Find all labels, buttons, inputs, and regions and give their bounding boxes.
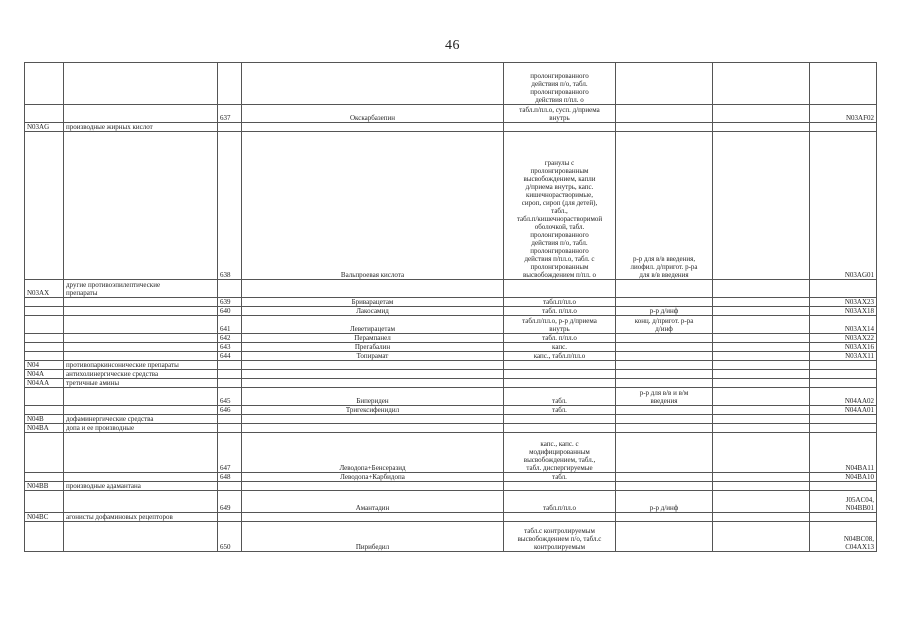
atc-group-code: N04BC: [25, 513, 64, 522]
row-number: 646: [218, 406, 242, 415]
drug-name: Вальпроевая кислота: [242, 132, 504, 280]
drug-name: Топирамат: [242, 352, 504, 361]
dosage-form-injectable: [616, 298, 713, 307]
atc-group-name: [64, 388, 218, 406]
row-number: 640: [218, 307, 242, 316]
dosage-form: табл.: [504, 388, 616, 406]
atc-group-code: [25, 352, 64, 361]
atc-group-name: [64, 316, 218, 334]
table-row: [25, 379, 877, 388]
page-number: 46: [445, 38, 460, 53]
atc-group-name: [64, 307, 218, 316]
dosage-form: табл. п/пл.о: [504, 307, 616, 316]
atc-group-name: антихолинергические средства: [64, 370, 218, 379]
table-row: [25, 482, 877, 491]
atc-code: N03AX14: [810, 316, 877, 334]
atc-group-code: N03AX: [25, 280, 64, 298]
drug-name: [242, 513, 504, 522]
atc-code: N03AX11: [810, 352, 877, 361]
atc-code: N03AF02: [810, 105, 877, 123]
table-row: [25, 473, 877, 482]
dosage-form: табл.п/пл.о: [504, 298, 616, 307]
dosage-form-injectable: [616, 334, 713, 343]
extra-cell: [713, 280, 810, 298]
atc-group-code: [25, 491, 64, 513]
atc-code: [810, 513, 877, 522]
atc-group-code: [25, 522, 64, 552]
atc-group-name: [64, 298, 218, 307]
atc-group-name: [64, 522, 218, 552]
row-number: [218, 482, 242, 491]
drug-name: [242, 415, 504, 424]
table-row: [25, 406, 877, 415]
atc-group-name: [64, 406, 218, 415]
dosage-form: [504, 370, 616, 379]
extra-cell: [713, 379, 810, 388]
extra-cell: [713, 406, 810, 415]
table-row: [25, 123, 877, 132]
row-number: [218, 424, 242, 433]
extra-cell: [713, 491, 810, 513]
atc-group-name: третичные амины: [64, 379, 218, 388]
row-number: 647: [218, 433, 242, 473]
atc-group-name: дофаминергические средства: [64, 415, 218, 424]
dosage-form-injectable: [616, 379, 713, 388]
extra-cell: [713, 415, 810, 424]
dosage-form: [504, 424, 616, 433]
atc-group-code: [25, 132, 64, 280]
dosage-form: табл. п/пл.о: [504, 334, 616, 343]
atc-code: [810, 280, 877, 298]
atc-code: N03AX16: [810, 343, 877, 352]
atc-group-code: N04AA: [25, 379, 64, 388]
drug-name: Леводопа+Карбидопа: [242, 473, 504, 482]
table-row: [25, 433, 877, 473]
table-row: [25, 491, 877, 513]
table-row: [25, 280, 877, 298]
table-row: [25, 424, 877, 433]
atc-group-name: производные адамантана: [64, 482, 218, 491]
atc-group-code: [25, 433, 64, 473]
dosage-form-injectable: конц. д/пригот. р-ра д/инф: [616, 316, 713, 334]
drug-name: Пирибедил: [242, 522, 504, 552]
dosage-form: [504, 280, 616, 298]
row-number: 637: [218, 105, 242, 123]
row-number: 648: [218, 473, 242, 482]
dosage-form: табл.п/пл.о, р-р д/приема внутрь: [504, 316, 616, 334]
table-row: [25, 316, 877, 334]
extra-cell: [713, 370, 810, 379]
drug-name: [242, 482, 504, 491]
drug-name: Окскарбазепин: [242, 105, 504, 123]
extra-cell: [713, 482, 810, 491]
table-row: [25, 105, 877, 123]
atc-group-code: [25, 334, 64, 343]
dosage-form-injectable: [616, 63, 713, 105]
atc-code: N04BC08, C04AX13: [810, 522, 877, 552]
atc-group-name: [64, 334, 218, 343]
dosage-form: табл.: [504, 473, 616, 482]
dosage-form-injectable: [616, 352, 713, 361]
atc-group-code: [25, 307, 64, 316]
atc-code: N03AX23: [810, 298, 877, 307]
atc-group-code: [25, 343, 64, 352]
drug-name: [242, 123, 504, 132]
drug-registry-table: [24, 62, 877, 552]
table-row: [25, 388, 877, 406]
dosage-form-injectable: [616, 433, 713, 473]
dosage-form-injectable: [616, 522, 713, 552]
drug-name: Прегабалин: [242, 343, 504, 352]
table-row: [25, 361, 877, 370]
dosage-form: гранулы с пролонгированным высвобождением, капли д/приема внутрь, капс. кишечнорастворимые, сироп, сироп (для детей), табл., табл.п/кишечнорастворимой оболочкой, табл. пролонгированного действия п/о, табл. пролонгированного действия п/пл.о, табл. с пролонгированным высвобождением п/пл. о: [504, 132, 616, 280]
dosage-form-injectable: [616, 513, 713, 522]
row-number: [218, 415, 242, 424]
drug-name: [242, 379, 504, 388]
table-row: [25, 334, 877, 343]
row-number: 642: [218, 334, 242, 343]
atc-code: J05AC04, N04BB01: [810, 491, 877, 513]
dosage-form: пролонгированного действия п/о, табл. пролонгированного действия п/пл. о: [504, 63, 616, 105]
drug-name: [242, 280, 504, 298]
atc-group-code: [25, 316, 64, 334]
atc-group-code: N04BA: [25, 424, 64, 433]
dosage-form: [504, 513, 616, 522]
dosage-form-injectable: р-р д/инф: [616, 491, 713, 513]
dosage-form: [504, 415, 616, 424]
atc-group-name: производные жирных кислот: [64, 123, 218, 132]
dosage-form-injectable: р-р д/инф: [616, 307, 713, 316]
row-number: 645: [218, 388, 242, 406]
table-row: [25, 132, 877, 280]
dosage-form-injectable: [616, 123, 713, 132]
dosage-form-injectable: [616, 370, 713, 379]
drug-name: Амантадин: [242, 491, 504, 513]
atc-group-code: N04B: [25, 415, 64, 424]
extra-cell: [713, 334, 810, 343]
dosage-form: табл.п/пл.о: [504, 491, 616, 513]
drug-name: Перампанел: [242, 334, 504, 343]
drug-name: [242, 424, 504, 433]
drug-name: Леветирацетам: [242, 316, 504, 334]
dosage-form: табл.: [504, 406, 616, 415]
dosage-form-injectable: [616, 473, 713, 482]
atc-code: [810, 424, 877, 433]
extra-cell: [713, 316, 810, 334]
dosage-form-injectable: [616, 415, 713, 424]
row-number: [218, 370, 242, 379]
atc-code: N04AA01: [810, 406, 877, 415]
row-number: 644: [218, 352, 242, 361]
dosage-form: капс., табл.п/пл.о: [504, 352, 616, 361]
atc-code: [810, 63, 877, 105]
extra-cell: [713, 63, 810, 105]
extra-cell: [713, 307, 810, 316]
atc-code: [810, 370, 877, 379]
dosage-form: капс., капс. с модифицированным высвобождением, табл., табл. диспергируемые: [504, 433, 616, 473]
table-body: [25, 63, 877, 552]
atc-group-name: [64, 132, 218, 280]
atc-code: N04BA10: [810, 473, 877, 482]
extra-cell: [713, 473, 810, 482]
dosage-form-injectable: р-р для в/в и в/м введения: [616, 388, 713, 406]
extra-cell: [713, 105, 810, 123]
atc-group-code: [25, 406, 64, 415]
atc-code: N04AA02: [810, 388, 877, 406]
table-row: [25, 415, 877, 424]
dosage-form: табл.с контролируемым высвобождением п/о, табл.с контролируемым: [504, 522, 616, 552]
extra-cell: [713, 433, 810, 473]
row-number: 643: [218, 343, 242, 352]
row-number: [218, 123, 242, 132]
atc-group-code: [25, 473, 64, 482]
atc-group-name: допа и ее производные: [64, 424, 218, 433]
atc-code: [810, 361, 877, 370]
dosage-form: табл.п/пл.о, сусп. д/приема внутрь: [504, 105, 616, 123]
atc-group-name: [64, 473, 218, 482]
dosage-form-injectable: р-р для в/в введения, лиофил. д/пригот. р-ра для в/в введения: [616, 132, 713, 280]
dosage-form-injectable: [616, 105, 713, 123]
atc-group-code: N04: [25, 361, 64, 370]
atc-group-name: [64, 352, 218, 361]
dosage-form-injectable: [616, 343, 713, 352]
extra-cell: [713, 361, 810, 370]
atc-code: N03AG01: [810, 132, 877, 280]
dosage-form-injectable: [616, 482, 713, 491]
row-number: [218, 513, 242, 522]
dosage-form: [504, 123, 616, 132]
table-row: [25, 513, 877, 522]
atc-code: [810, 379, 877, 388]
drug-name: Лакосамид: [242, 307, 504, 316]
dosage-form-injectable: [616, 424, 713, 433]
atc-group-name: [64, 433, 218, 473]
row-number: 639: [218, 298, 242, 307]
atc-group-code: [25, 63, 64, 105]
extra-cell: [713, 513, 810, 522]
table-row: [25, 522, 877, 552]
dosage-form: [504, 361, 616, 370]
table-row: [25, 370, 877, 379]
row-number: [218, 379, 242, 388]
row-number: [218, 63, 242, 105]
dosage-form: [504, 379, 616, 388]
atc-group-name: [64, 343, 218, 352]
atc-code: [810, 415, 877, 424]
atc-code: [810, 482, 877, 491]
atc-group-code: N03AG: [25, 123, 64, 132]
atc-group-name: [64, 63, 218, 105]
atc-group-code: N04A: [25, 370, 64, 379]
drug-name: [242, 63, 504, 105]
atc-group-name: другие противоэпилептические препараты: [64, 280, 218, 298]
dosage-form-injectable: [616, 361, 713, 370]
dosage-form-injectable: [616, 406, 713, 415]
row-number: 649: [218, 491, 242, 513]
atc-code: [810, 123, 877, 132]
row-number: [218, 280, 242, 298]
atc-code: N04BA11: [810, 433, 877, 473]
extra-cell: [713, 123, 810, 132]
table-row: [25, 352, 877, 361]
row-number: 650: [218, 522, 242, 552]
extra-cell: [713, 343, 810, 352]
extra-cell: [713, 298, 810, 307]
drug-name: Леводопа+Бенсеразид: [242, 433, 504, 473]
drug-name: [242, 370, 504, 379]
row-number: 638: [218, 132, 242, 280]
atc-group-name: [64, 491, 218, 513]
extra-cell: [713, 424, 810, 433]
row-number: 641: [218, 316, 242, 334]
atc-group-name: [64, 105, 218, 123]
row-number: [218, 361, 242, 370]
atc-group-code: N04BB: [25, 482, 64, 491]
atc-group-code: [25, 388, 64, 406]
drug-name: Бриварацетам: [242, 298, 504, 307]
table-row: [25, 343, 877, 352]
drug-name: [242, 361, 504, 370]
dosage-form: капс.: [504, 343, 616, 352]
extra-cell: [713, 522, 810, 552]
drug-name: Тригексифенидил: [242, 406, 504, 415]
extra-cell: [713, 388, 810, 406]
drug-name: Бипериден: [242, 388, 504, 406]
atc-group-name: агонисты дофаминовых рецепторов: [64, 513, 218, 522]
table-row: [25, 307, 877, 316]
atc-code: N03AX22: [810, 334, 877, 343]
dosage-form-injectable: [616, 280, 713, 298]
atc-code: N03AX18: [810, 307, 877, 316]
dosage-form: [504, 482, 616, 491]
atc-group-code: [25, 298, 64, 307]
atc-group-code: [25, 105, 64, 123]
extra-cell: [713, 352, 810, 361]
table-row: [25, 298, 877, 307]
extra-cell: [713, 132, 810, 280]
table-row: [25, 63, 877, 105]
atc-group-name: противопаркинсонические препараты: [64, 361, 218, 370]
